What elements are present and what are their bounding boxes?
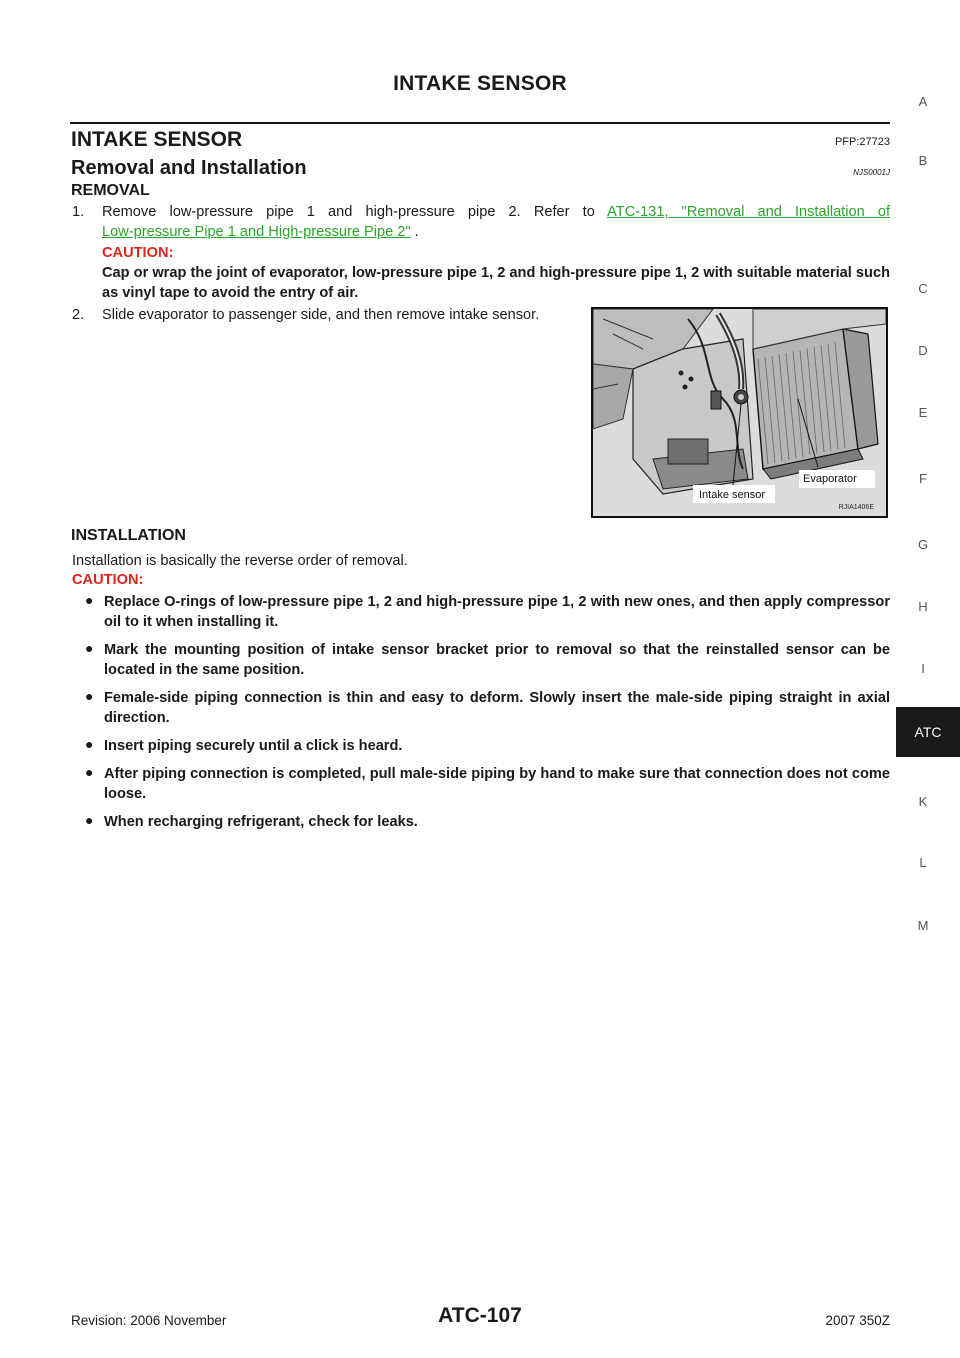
bullet-icon: ●: [85, 736, 94, 752]
intake-sensor-figure: [591, 307, 888, 518]
label-intake-sensor: Intake sensor: [699, 489, 766, 501]
header-rule: [70, 122, 890, 124]
side-index-l[interactable]: L: [919, 855, 927, 870]
step-1-end: .: [410, 224, 419, 240]
removal-step-1: [72, 202, 890, 242]
installation-caution-list: [84, 592, 890, 840]
caution-label-removal: CAUTION:: [102, 245, 174, 261]
atc-131-link-part2[interactable]: Low-pressure Pipe 1 and High-pressure Pipe 2": [102, 224, 411, 240]
footer-revision: Revision: 2006 November: [71, 1313, 227, 1328]
removal-heading: REMOVAL: [71, 182, 150, 199]
running-header: INTAKE SENSOR: [393, 72, 567, 95]
caution-item-text: Insert piping securely until a click is heard.: [104, 738, 403, 754]
bullet-icon: ●: [85, 592, 94, 608]
side-index-i[interactable]: I: [921, 661, 925, 676]
side-index-h[interactable]: H: [918, 599, 928, 614]
footer-model: 2007 350Z: [825, 1313, 890, 1328]
side-index-b[interactable]: B: [918, 153, 928, 168]
caution-item: [84, 688, 890, 728]
pfp-code: PFP:27723: [834, 136, 890, 148]
footer-page-number: ATC-107: [438, 1304, 522, 1327]
section-title: INTAKE SENSOR: [71, 128, 243, 151]
caution-item-text: When recharging refrigerant, check for leaks.: [104, 814, 418, 830]
atc-131-link-part1[interactable]: ATC-131, "Removal and Installation of: [607, 204, 891, 220]
step-2-text: Slide evaporator to passenger side, and then remove intake sensor.: [102, 307, 540, 323]
step-number: 1.: [72, 204, 85, 220]
step-number: 2.: [72, 307, 85, 323]
bullet-icon: ●: [85, 812, 94, 828]
caution-text-removal: Cap or wrap the joint of evaporator, low-pressure pipe 1, 2 and high-pressure pipe 1, 2 with suitable material such as vinyl tape to avoid the entry of air.: [102, 265, 890, 301]
installation-heading: INSTALLATION: [71, 527, 186, 544]
caution-item-text: Replace O-rings of low-pressure pipe 1, 2 and high-pressure pipe 1, 2 with new ones, and then apply compressor oil to it when installing it.: [104, 594, 890, 630]
side-index-c[interactable]: C: [918, 281, 928, 296]
side-index-d[interactable]: D: [918, 343, 928, 358]
caution-item-text: After piping connection is completed, pull male-side piping by hand to make sure that connection does not come loose.: [104, 766, 890, 802]
caution-item: [84, 736, 890, 756]
caution-label-installation: CAUTION:: [72, 572, 144, 588]
side-index-m[interactable]: M: [917, 918, 929, 933]
side-index-g[interactable]: G: [917, 537, 929, 552]
caution-item-text: Female-side piping connection is thin and easy to deform. Slowly insert the male-side piping straight in axial direction.: [104, 690, 890, 726]
bullet-icon: ●: [85, 688, 94, 704]
subsection-title: Removal and Installation: [71, 157, 307, 179]
caution-item: [84, 640, 890, 680]
side-index-f[interactable]: F: [919, 471, 927, 486]
caution-item: [84, 764, 890, 804]
caution-item: [84, 812, 890, 832]
side-index-atc-tab[interactable]: ATC: [896, 707, 960, 757]
bullet-icon: ●: [85, 640, 94, 656]
caution-item: [84, 592, 890, 632]
side-index-a[interactable]: A: [918, 94, 928, 109]
side-index-e[interactable]: E: [918, 405, 928, 420]
reference-code: NJS0001J: [853, 168, 890, 177]
side-index-k[interactable]: K: [918, 794, 928, 809]
removal-step-2: [72, 305, 582, 325]
bullet-icon: ●: [85, 764, 94, 780]
label-evaporator: Evaporator: [803, 473, 857, 485]
installation-intro: Installation is basically the reverse order of removal.: [72, 553, 408, 569]
figure-code: RJIA1406E: [838, 504, 874, 511]
step-1-text: Remove low-pressure pipe 1 and high-pressure pipe 2. Refer to: [102, 204, 595, 220]
caution-item-text: Mark the mounting position of intake sensor bracket prior to removal so that the reinstalled sensor can be located in the same position.: [104, 642, 890, 678]
